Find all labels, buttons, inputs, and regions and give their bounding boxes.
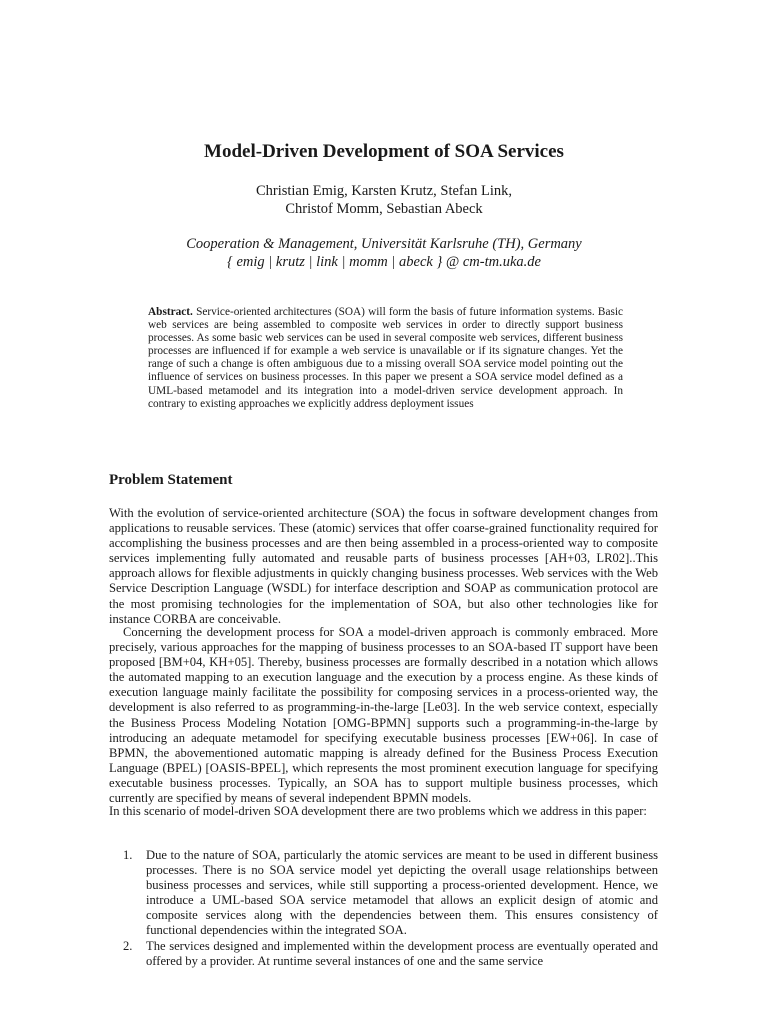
list-item-text: Due to the nature of SOA, particularly the atomic services are meant to be used in different business processes. There is no SOA service model yet depicting the overall usage relationships between business processes and services, while still supporting a process-oriented development. Hence, we introduce a UML-based SOA service metamodel that allows an explicit design of atomic and composite services along with the dependencies between them. This ensures consistency of functional dependencies within the integrated SOA. bbox=[146, 848, 658, 938]
authors-line-2: Christof Momm, Sebastian Abeck bbox=[285, 201, 483, 217]
author-emails: { emig | krutz | link | momm | abeck } @ cm-tm.uka.de bbox=[227, 254, 541, 270]
abstract-label: Abstract. bbox=[148, 306, 193, 318]
affiliation-block bbox=[0, 235, 768, 271]
abstract bbox=[148, 306, 623, 411]
paper-title: Model-Driven Development of SOA Services bbox=[204, 141, 564, 162]
paragraph-3: In this scenario of model-driven SOA development there are two problems which we address in this paper: bbox=[109, 804, 647, 818]
section-heading: Problem Statement bbox=[109, 472, 233, 488]
list-item-number: 2. bbox=[123, 938, 133, 953]
list-item bbox=[109, 939, 658, 969]
author-list bbox=[0, 182, 768, 218]
abstract-text: Service-oriented architectures (SOA) will form the basis of future information systems. Basic web services are being assembled to composite web services in order to directly support business processes. As some basic web services can be used in several composite web services, different business processes are influenced if for example a web service is unavailable or if its signature changes. Yet the range of such a change is often ambiguous due to a missing overall SOA service model pointing out the influence of services on business processes. In this paper we present a SOA service model defined as a UML-based metamodel and its integration into a model-driven service development approach. In contrary to existing approaches we explicitly address deployment issues bbox=[148, 306, 624, 410]
problem-list bbox=[109, 848, 658, 969]
paragraph-1: With the evolution of service-oriented architecture (SOA) the focus in software development changes from applications to reusable services. These (atomic) services that offer coarse-grained functionality required for accomplishing the business processes and are then being assembled in a process-oriented way to composite services implementing fully automated and reusable parts of business processes [AH+03, LR02]..This approach allows for flexible adjustments in quickly changing business processes. Web services with the Web Service Description Language (WSDL) for interface description and SOAP as communication protocol are the most promising technologies for the implementation of SOA, but also other technologies like for instance CORBA are conceivable. bbox=[109, 506, 658, 626]
list-item-text: The services designed and implemented within the development process are eventually operated and offered by a provider. At runtime several instances of one and the same service bbox=[146, 938, 658, 968]
list-item-number: 1. bbox=[123, 848, 133, 862]
paragraph-2: Concerning the development process for SOA a model-driven approach is commonly embraced. More precisely, various approaches for the mapping of business processes to an SOA-based IT support have been proposed [BM+04, KH+05]. Thereby, business processes are formally described in a notation which allows the automated mapping to an execution language and the execution by a process engine. As these kinds of execution language mainly facilitate the possibility for composing services in a process-oriented way, the development is also referred to as programming-in-the-large [Le03]. In the web service context, especially the Business Process Modeling Notation [OMG-BPMN] supports such a programming-in-the-large by introducing an adequate metamodel for specifying executable business processes [EW+06]. In case of BPMN, the abovementioned automatic mapping is already defined for the Business Process Execution Language (BPEL) [OASIS-BPEL], which represents the most prominent execution language for specifying executable business processes. Typically, an SOA has to support multiple business processes, which currently are specified by means of several independent BPMN models. bbox=[109, 625, 658, 806]
authors-line-1: Christian Emig, Karsten Krutz, Stefan Link, bbox=[255, 183, 513, 199]
list-item bbox=[109, 848, 658, 939]
affiliation: Cooperation & Management, Universität Karlsruhe (TH), Germany bbox=[186, 236, 582, 252]
